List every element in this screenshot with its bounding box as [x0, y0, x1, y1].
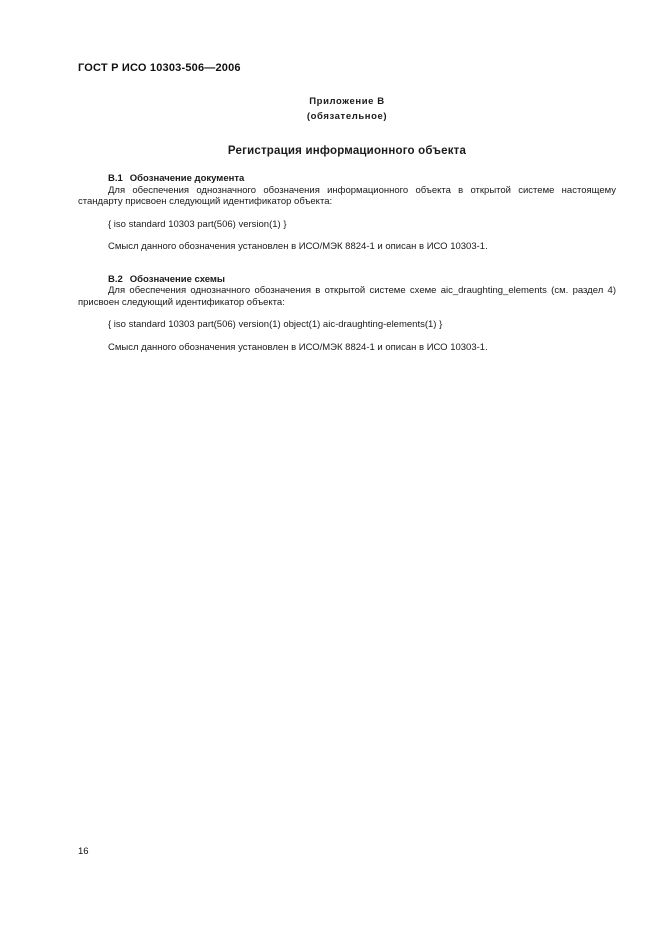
section-b2 — [78, 274, 616, 354]
annex-label: Приложение В — [309, 96, 385, 107]
section-b2-heading — [78, 274, 616, 286]
section-divider-gap — [78, 253, 616, 258]
section-b1-object-identifier: { iso standard 10303 part(506) version(1) } — [108, 218, 287, 230]
annex-title: Регистрация информационного объекта — [227, 145, 467, 157]
section-b1-heading — [78, 173, 616, 185]
section-b1 — [78, 173, 616, 253]
section-b2-number: В.2 — [108, 273, 123, 285]
section-b1-paragraph: Для обеспечения однозначного обозначения информационного объекта в открытой системе настоящему стандарту присвоен следующий идентификатор объекта: — [78, 184, 616, 207]
document-header: ГОСТ Р ИСО 10303-506—2006 — [78, 62, 241, 74]
section-b2-paragraph: Для обеспечения однозначного обозначения в открытой системе схеме aic_draughting_elements (см. раздел 4) присвоен следующий идентификатор объекта: — [78, 285, 616, 308]
annex-block — [78, 94, 616, 124]
section-b2-title: Обозначение схемы — [129, 273, 226, 285]
page-number: 16 — [78, 846, 89, 857]
section-b1-note: Смысл данного обозначения установлен в ИСО/МЭК 8824-1 и описан в ИСО 10303-1. — [108, 241, 488, 252]
section-b2-object-identifier: { iso standard 10303 part(506) version(1) object(1) aic-draughting-elements(1) } — [108, 319, 443, 330]
annex-obligation-label: (обязательное) — [306, 111, 388, 122]
section-b2-note: Смысл данного обозначения установлен в ИСО/МЭК 8824-1 и описан в ИСО 10303-1. — [108, 341, 488, 353]
section-b1-number: В.1 — [108, 173, 123, 184]
section-b1-title: Обозначение документа — [129, 173, 245, 184]
